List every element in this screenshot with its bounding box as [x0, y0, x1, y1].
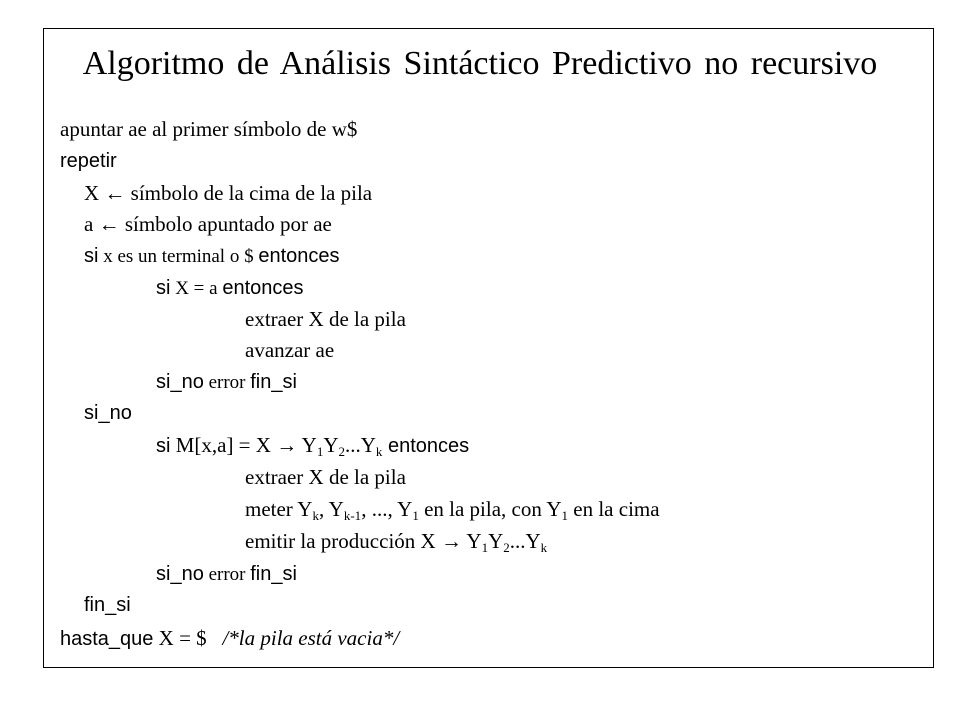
keyword-fin-si: fin_si — [250, 371, 297, 393]
keyword-hasta-que: hasta_que — [60, 628, 154, 650]
subscript: k — [540, 540, 548, 555]
subscript: 1 — [316, 444, 324, 459]
code-line-5 — [84, 242, 340, 270]
text: meter Y — [245, 497, 313, 521]
code-line-3: X ← símbolo de la cima de la pila — [84, 181, 373, 205]
text: , ..., Y — [361, 497, 413, 521]
subscript: 1 — [561, 508, 569, 523]
condition-text: x es un terminal o $ — [98, 246, 259, 267]
subscript: k-1 — [343, 508, 362, 523]
text: en la pila, con Y — [418, 497, 562, 521]
page-title: Algoritmo de Análisis Sintáctico Predictivo no recursivo — [82, 45, 878, 82]
code-line-12: extraer X de la pila — [245, 465, 406, 489]
keyword-si-no: si_no — [156, 371, 204, 393]
keyword-si: si — [156, 435, 171, 457]
keyword-entonces: entonces — [222, 277, 304, 299]
subscript: 2 — [503, 540, 510, 555]
code-line-13 — [245, 496, 660, 522]
ellipsis-y: ...Y — [509, 529, 541, 553]
code-line-14 — [245, 528, 547, 554]
error-text: error — [203, 372, 251, 393]
code-line-2: repetir — [60, 150, 117, 172]
subscript: k — [375, 444, 383, 459]
subscript: k — [312, 508, 319, 523]
text: , Y — [318, 497, 344, 521]
symbol-y: Y — [323, 433, 339, 457]
code-line-6 — [156, 274, 304, 302]
ellipsis-y: ...Y — [345, 433, 376, 457]
keyword-fin-si: fin_si — [250, 563, 297, 585]
subscript: 2 — [338, 444, 345, 459]
condition-text: X = a — [170, 278, 223, 299]
keyword-si-no: si_no — [156, 563, 204, 585]
code-line-7: extraer X de la pila — [245, 307, 406, 331]
condition-text: X = $ — [153, 626, 223, 650]
symbol-y: Y — [488, 529, 504, 553]
keyword-entonces: entonces — [382, 435, 470, 457]
code-line-4: a ← símbolo apuntado por ae — [84, 212, 332, 236]
error-text: error — [203, 564, 251, 585]
keyword-entonces: entonces — [258, 245, 340, 267]
subscript: 1 — [412, 508, 419, 523]
code-line-9 — [156, 368, 297, 396]
code-line-8: avanzar ae — [245, 338, 335, 362]
text: en la cima — [568, 497, 660, 521]
code-line-1: apuntar ae al primer símbolo de w$ — [60, 117, 358, 141]
code-line-10: si_no — [84, 402, 132, 424]
subscript: 1 — [481, 540, 489, 555]
code-line-15 — [156, 560, 297, 588]
comment-text: /*la pila está vacia*/ — [222, 626, 400, 650]
keyword-si: si — [84, 245, 99, 267]
code-line-17 — [60, 625, 399, 652]
keyword-si: si — [156, 277, 171, 299]
text: emitir la producción X → Y — [245, 529, 482, 553]
code-line-11 — [156, 432, 469, 459]
table-expression: M[x,a] = X → Y — [170, 433, 317, 457]
code-line-16: fin_si — [84, 594, 131, 616]
